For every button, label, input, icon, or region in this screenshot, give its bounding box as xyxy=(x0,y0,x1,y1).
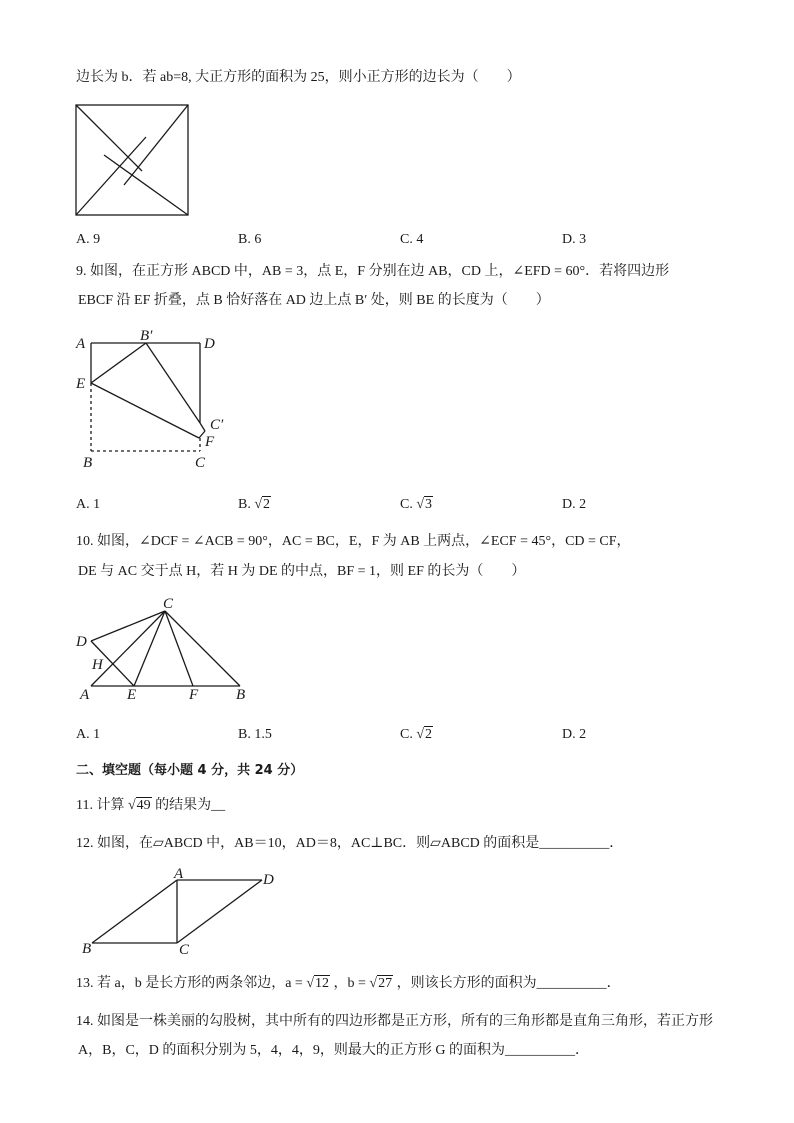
q9-option-a[interactable]: A. 1 xyxy=(76,497,101,512)
section-heading-fill-in: 二、填空题（每小题 4 分，共 24 分） xyxy=(76,763,304,778)
q9-option-d[interactable]: D. 2 xyxy=(562,497,587,512)
q12-stem: 12. 如图，在▱ABCD 中，AB＝10，AD＝8，AC⊥BC．则▱ABCD 的面积是__________． xyxy=(76,836,624,851)
q9-stem-line1: 9. 如图，在正方形 ABCD 中，AB = 3，点 E，F 分别在边 AB，CD 上，∠EFD = 60°．若将四边形 xyxy=(76,264,670,279)
q9-label-e: E xyxy=(76,376,86,392)
q8-stem: 边长为 b．若 ab=8, 大正方形的面积为 25，则小正方形的边长为（ ） xyxy=(76,70,521,85)
q10-option-c-root: √2 xyxy=(416,727,433,742)
q10-stem-line1: 10. 如图，∠DCF = ∠ACB = 90°，AC = BC，E，F 为 AB 上两点，∠ECF = 45°，CD = CF， xyxy=(76,534,631,549)
q12-label-b: B xyxy=(82,941,92,957)
q9-option-c-prefix: C. xyxy=(400,497,413,512)
q9-label-f: F xyxy=(205,434,215,450)
q11-post: 的结果为__ xyxy=(155,798,226,813)
q12-label-d: D xyxy=(263,872,274,888)
q9-label-d: D xyxy=(204,336,215,352)
q9-stem-line2: EBCF 沿 EF 折叠，点 B 恰好落在 AD 边上点 B′ 处，则 BE 的长度为（ ） xyxy=(78,293,550,308)
q13-mid: ，b = xyxy=(333,976,366,991)
q9-label-b: B xyxy=(83,455,93,471)
q9-option-b-root: √2 xyxy=(254,497,271,512)
q9-option-b-prefix: B. xyxy=(238,497,251,512)
q14-stem-line1: 14. 如图是一株美丽的勾股树，其中所有的四边形都是正方形，所有的三角形都是直角三角形，若正方形 xyxy=(76,1014,713,1029)
q10-stem-line2: DE 与 AC 交于点 H，若 H 为 DE 的中点，BF = 1，则 EF 的长为（ ） xyxy=(78,564,526,579)
q10-label-b: B xyxy=(236,687,246,703)
q13-radicand-a: 12 xyxy=(315,976,330,991)
q10-label-h: H xyxy=(92,657,103,673)
q11-radicand: 49 xyxy=(136,798,151,813)
q9-option-b-radicand: 2 xyxy=(263,497,271,512)
q10-label-c: C xyxy=(163,596,174,612)
q14-stem-line2: A，B，C，D 的面积分别为 5，4，4，9，则最大的正方形 G 的面积为__________． xyxy=(78,1043,590,1058)
q8-option-a[interactable]: A. 9 xyxy=(76,232,101,247)
q9-label-b-prime: B′ xyxy=(140,328,153,344)
q8-option-b[interactable]: B. 6 xyxy=(238,232,262,247)
q13-root-b: √27 xyxy=(369,976,393,991)
q9-option-c-radicand: 3 xyxy=(425,497,433,512)
q10-label-d: D xyxy=(76,634,87,650)
q13-root-a: √12 xyxy=(306,976,330,991)
q8-option-c[interactable]: C. 4 xyxy=(400,232,424,247)
q9-label-a: A xyxy=(76,336,86,352)
q10-option-a[interactable]: A. 1 xyxy=(76,727,101,742)
q9-option-c-root: √3 xyxy=(416,497,433,512)
q10-option-c-radicand: 2 xyxy=(425,727,433,742)
q10-label-e: E xyxy=(127,687,137,703)
q10-label-f: F xyxy=(189,687,199,703)
q11-pre: 11. 计算 xyxy=(76,798,125,813)
q10-option-d[interactable]: D. 2 xyxy=(562,727,587,742)
q10-option-b[interactable]: B. 1.5 xyxy=(238,727,272,742)
q11-root: √49 xyxy=(127,798,151,813)
q9-label-c-prime: C′ xyxy=(210,417,224,433)
q13-pre: 13. 若 a，b 是长方形的两条邻边，a = xyxy=(76,976,303,991)
q12-label-c: C xyxy=(179,942,190,958)
q13-stem xyxy=(76,975,621,993)
q12-label-a: A xyxy=(174,866,184,882)
q8-option-d[interactable]: D. 3 xyxy=(562,232,587,247)
q9-label-c: C xyxy=(195,455,206,471)
q13-radicand-b: 27 xyxy=(378,976,393,991)
q10-option-c-prefix: C. xyxy=(400,727,413,742)
q10-label-a: A xyxy=(80,687,90,703)
q13-post: ，则该长方形的面积为__________． xyxy=(396,976,621,991)
